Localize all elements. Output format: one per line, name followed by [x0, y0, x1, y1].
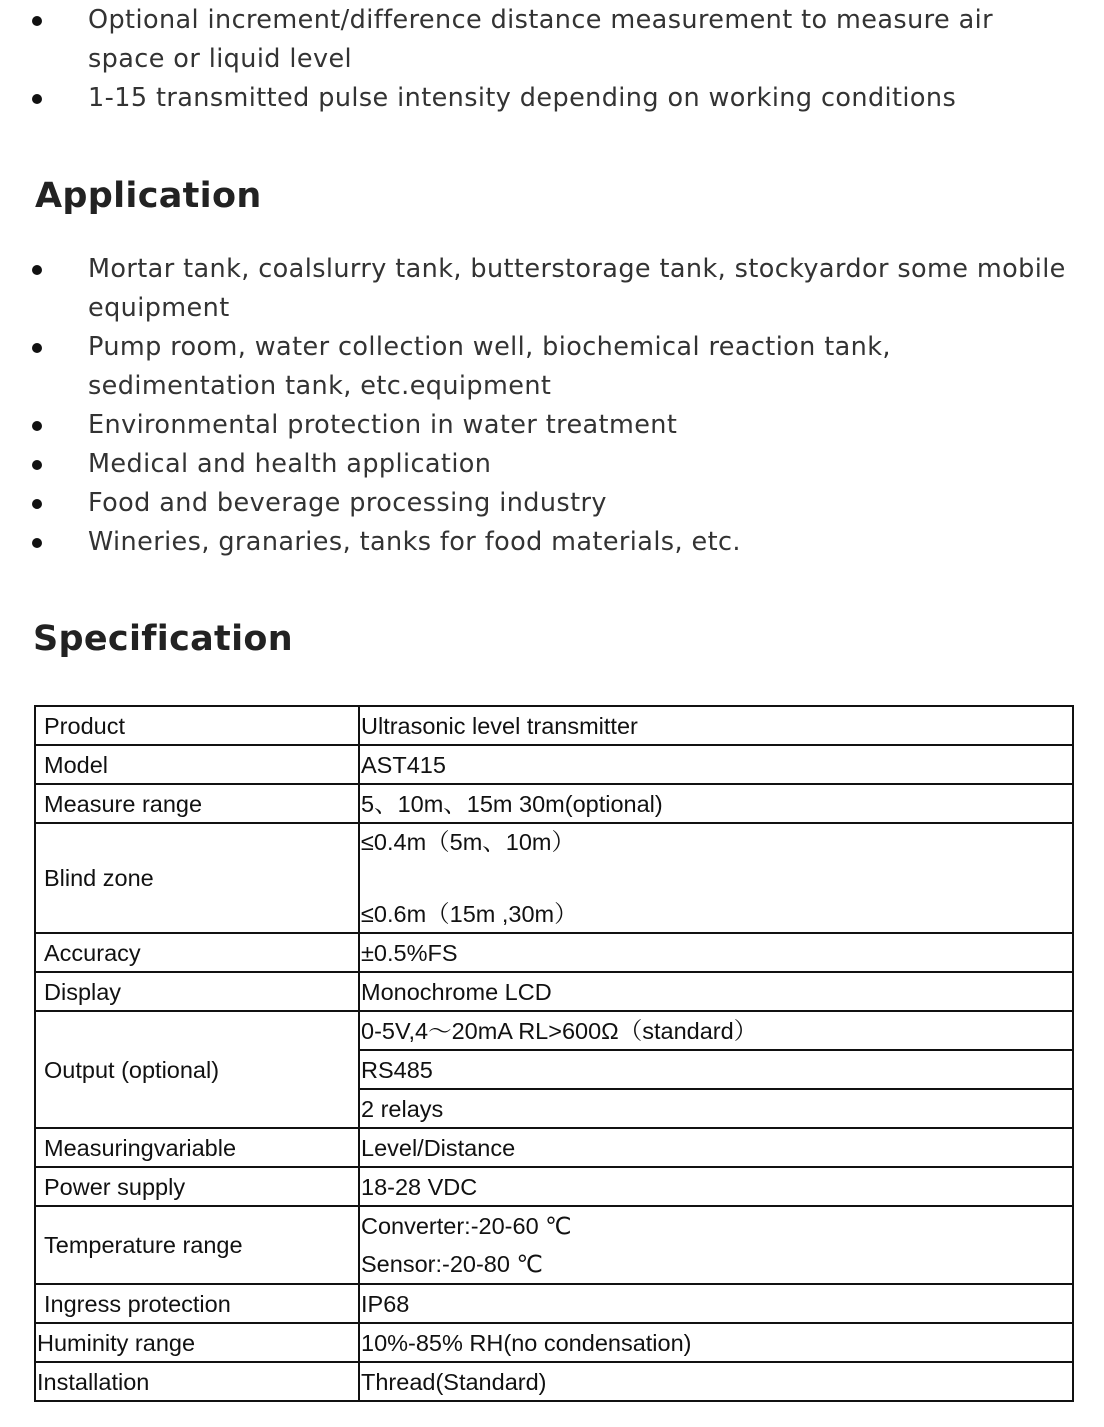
table-row: [35, 1011, 1073, 1050]
list-item: Pump room, water collection well, biochemical reaction tank, sedimentation tank, etc.equipment: [0, 328, 1070, 406]
table-row: [35, 784, 1073, 823]
list-item: 1-15 transmitted pulse intensity depending on working conditions: [0, 79, 1070, 118]
spec-value: ±0.5%FS: [359, 933, 1073, 972]
table-row: [35, 745, 1073, 784]
spec-value: Thread(Standard): [359, 1362, 1073, 1401]
spec-label: Output (optional): [35, 1011, 359, 1128]
spec-value: 2 relays: [359, 1089, 1073, 1128]
spec-value: 5、10m、15m 30m(optional): [359, 784, 1073, 823]
spec-label: Ingress protection: [35, 1284, 359, 1323]
spec-value: AST415: [359, 745, 1073, 784]
table-row: [35, 1167, 1073, 1206]
list-item: Mortar tank, coalslurry tank, butterstorage tank, stockyardor some mobile equipment: [0, 250, 1070, 328]
spec-label: Installation: [35, 1362, 359, 1401]
spec-value: RS485: [359, 1050, 1073, 1089]
list-item: Environmental protection in water treatment: [0, 406, 1070, 445]
spec-value: 10%-85% RH(no condensation): [359, 1323, 1073, 1362]
spec-label: Blind zone: [35, 823, 359, 933]
spec-label: Measure range: [35, 784, 359, 823]
spec-label: Accuracy: [35, 933, 359, 972]
spec-value: [359, 1206, 1073, 1284]
spec-label: Model: [35, 745, 359, 784]
spec-value: Ultrasonic level transmitter: [359, 706, 1073, 745]
spec-label: Power supply: [35, 1167, 359, 1206]
specification-heading: Specification: [33, 619, 293, 659]
specification-table: [34, 705, 1074, 1402]
table-row: [35, 706, 1073, 745]
table-row: [35, 1284, 1073, 1323]
spec-label: Huminity range: [35, 1323, 359, 1362]
spacer: [361, 860, 1072, 896]
temperature-value-1: Converter:-20-60 ℃: [361, 1213, 572, 1239]
blind-zone-value-2: ≤0.6m（15m ,30m）: [361, 901, 578, 927]
temperature-value-2: Sensor:-20-80 ℃: [361, 1251, 543, 1277]
blind-zone-value-1: ≤0.4m（5m、10m）: [361, 829, 576, 855]
table-row: [35, 1323, 1073, 1362]
list-item: Optional increment/difference distance measurement to measure air space or liquid level: [0, 1, 1070, 79]
spec-value: IP68: [359, 1284, 1073, 1323]
spec-value: Level/Distance: [359, 1128, 1073, 1167]
features-list: [0, 1, 1070, 118]
application-list: [0, 250, 1070, 562]
table-row: [35, 933, 1073, 972]
spec-label: Temperature range: [35, 1206, 359, 1284]
spec-label: Display: [35, 972, 359, 1011]
table-row: [35, 1128, 1073, 1167]
spec-value: [359, 823, 1073, 933]
spec-label: Product: [35, 706, 359, 745]
application-heading: Application: [35, 176, 262, 216]
list-item: Wineries, granaries, tanks for food materials, etc.: [0, 523, 1070, 562]
spec-value: 18-28 VDC: [359, 1167, 1073, 1206]
table-row: [35, 972, 1073, 1011]
spec-value: Monochrome LCD: [359, 972, 1073, 1011]
table-row: [35, 823, 1073, 933]
list-item: Food and beverage processing industry: [0, 484, 1070, 523]
spec-label: Measuringvariable: [35, 1128, 359, 1167]
list-item: Medical and health application: [0, 445, 1070, 484]
table-row: [35, 1206, 1073, 1284]
spec-value: 0-5V,4～20mA RL>600Ω（standard）: [359, 1011, 1073, 1050]
table-row: [35, 1362, 1073, 1401]
